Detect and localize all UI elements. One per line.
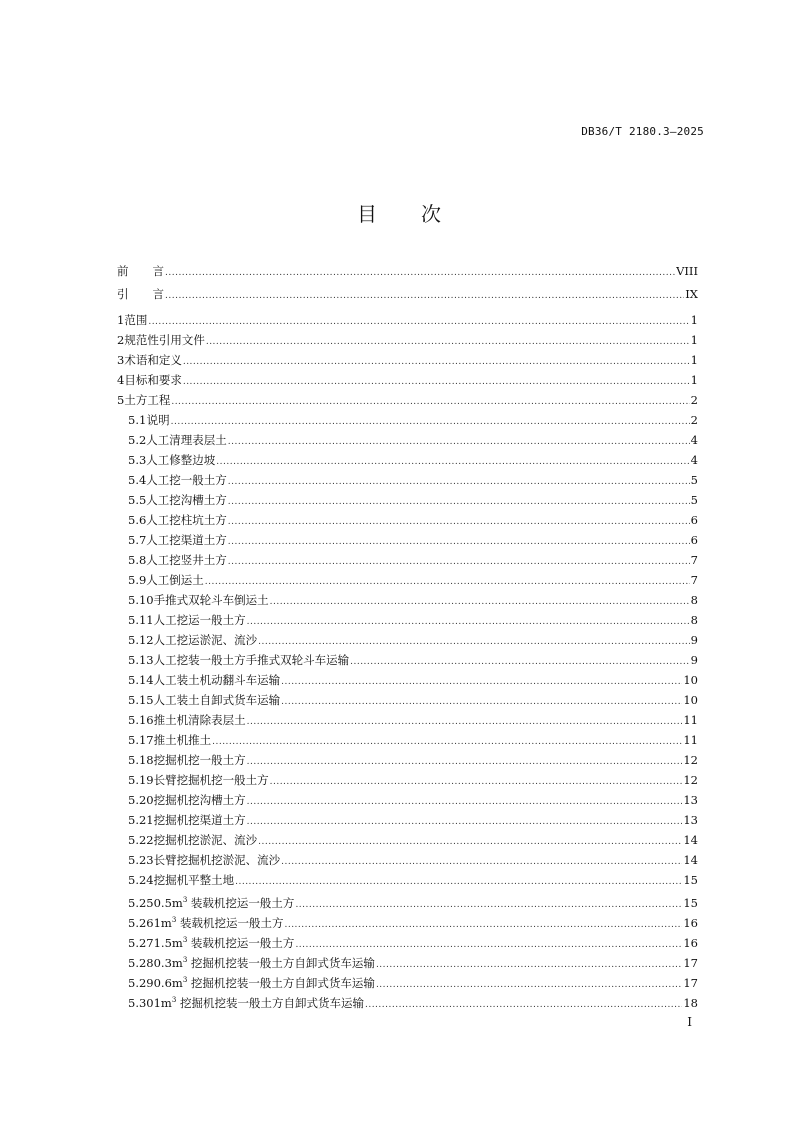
leader-dots [171, 392, 689, 412]
leader-dots [281, 692, 682, 712]
toc-entry-foreword[interactable] [117, 260, 698, 283]
toc-entry-text: 长臂挖掘机挖淤泥、流沙 [153, 853, 281, 867]
leader-dots [258, 832, 682, 852]
leader-dots [165, 262, 675, 285]
toc-entry-page: 6 [690, 533, 698, 547]
toc-entry-page: 8 [690, 613, 698, 627]
toc-entry[interactable] [117, 350, 698, 370]
leader-dots [228, 512, 690, 532]
toc-entry-page: 5 [690, 473, 698, 487]
toc-entry-number: 5.28 [128, 955, 154, 970]
leader-dots [183, 372, 690, 392]
toc-entry-number: 5.24 [128, 873, 154, 887]
leader-dots [284, 915, 682, 935]
toc-entry-label [154, 870, 235, 890]
toc-entry[interactable] [117, 470, 698, 490]
leader-dots [247, 812, 683, 832]
toc-entry-number: 5.11 [128, 613, 154, 627]
toc-entry-number: 5.9 [128, 573, 147, 587]
toc-entry-text: 人工挖沟槽土方 [146, 493, 227, 507]
toc-entry[interactable] [117, 650, 698, 670]
leader-dots [206, 332, 690, 352]
toc-entry-number: 5.17 [128, 733, 154, 747]
toc-entry-page: 7 [690, 573, 698, 587]
toc-entry-page: 1 [690, 353, 698, 367]
toc-entry-text: 挖掘机挖装一般土方自卸式货车运输 [187, 975, 375, 990]
toc-entry-number: 4 [117, 373, 125, 387]
toc-entry-quantity: 0.3m [153, 955, 183, 970]
toc-entry-text: 挖掘机挖装一般土方自卸式货车运输 [176, 995, 364, 1010]
toc-entry-label [154, 770, 269, 790]
toc-entry-text: 挖掘机挖一般土方 [153, 753, 246, 767]
toc-entry-label [124, 370, 182, 390]
leader-dots [205, 572, 690, 592]
toc-entry-text: 人工挖一般土方 [146, 473, 227, 487]
toc-entry-text: 人工倒运土 [146, 573, 204, 587]
toc-entry-text: 装载机挖运一般土方 [187, 895, 295, 910]
leader-dots [365, 995, 682, 1015]
toc-entry[interactable] [117, 490, 698, 510]
toc-entry-label [154, 990, 364, 1013]
standard-number: DB36/T 2180.3—2025 [581, 125, 704, 138]
toc-entry-page: 4 [690, 433, 698, 447]
toc-entry-label [154, 590, 269, 610]
toc-entry-label [146, 570, 204, 590]
toc-entry-label [146, 510, 227, 530]
leader-dots [247, 612, 690, 632]
leader-dots [216, 452, 689, 472]
toc-entry-superscript: 3 [182, 936, 188, 944]
toc-entry-label [154, 730, 212, 750]
title-char-1: 目 [357, 202, 379, 226]
toc-entry-label [146, 450, 215, 470]
toc-entry-text: 人工挖运淤泥、流沙 [153, 633, 258, 647]
toc-entry[interactable] [117, 550, 698, 570]
toc-entry-quantity: 0.6m [153, 975, 183, 990]
toc-entry-page: 15 [683, 895, 698, 910]
toc-entry-text: 挖掘机挖沟槽土方 [153, 793, 246, 807]
toc-entry-page: 14 [683, 853, 698, 867]
toc-entry-number: 5.4 [128, 473, 147, 487]
toc-entry-text: 人工挖柱坑土方 [146, 513, 227, 527]
toc-entry[interactable] [117, 670, 698, 690]
toc-entry[interactable] [117, 630, 698, 650]
toc-entry-quantity: 1m [153, 915, 172, 930]
toc-entry[interactable] [117, 810, 698, 830]
toc-entry-number: 5.26 [128, 915, 154, 930]
toc-entry-label [154, 690, 281, 710]
toc-entry-page: 4 [690, 453, 698, 467]
toc-entry[interactable] [117, 770, 698, 790]
toc-entry-text: 挖掘机平整土地 [153, 873, 235, 887]
toc-entry-label [147, 410, 170, 430]
toc-entry-label [154, 710, 246, 730]
toc-entry-text: 推土机清除表层土 [153, 713, 246, 727]
toc-entry-page: 14 [683, 833, 698, 847]
toc-entry-number: 5.29 [128, 975, 154, 990]
toc-entry-label [154, 670, 281, 690]
leader-dots [148, 312, 689, 332]
toc-entry[interactable] [117, 790, 698, 810]
toc-entry[interactable] [117, 890, 698, 910]
toc-entry-label [154, 790, 246, 810]
leader-dots [228, 532, 690, 552]
toc-entry-number: 5.21 [128, 813, 154, 827]
leader-dots [228, 432, 690, 452]
toc-entry[interactable] [117, 570, 698, 590]
toc-entry-label [154, 810, 246, 830]
toc-entry-number: 5.18 [128, 753, 154, 767]
toc-entry[interactable] [117, 610, 698, 630]
toc-entry-page: 2 [690, 413, 698, 427]
toc-entry-number: 5 [117, 393, 125, 407]
toc-entry-page: 16 [683, 935, 698, 950]
toc-entry-superscript: 3 [171, 916, 177, 924]
toc-entry-number: 5.12 [128, 633, 154, 647]
toc-entry-page: 13 [683, 793, 698, 807]
toc-entry-label [146, 490, 227, 510]
toc-entry-number: 3 [117, 353, 125, 367]
toc-entry-label [146, 430, 227, 450]
toc-entry-quantity: 1.5m [153, 935, 183, 950]
toc-list [117, 310, 698, 1010]
toc-entry-text: 术语和定义 [124, 353, 182, 367]
toc-entry[interactable] [117, 430, 698, 450]
toc-entry-number: 5.15 [128, 693, 154, 707]
leader-dots [376, 975, 682, 995]
leader-dots [247, 712, 683, 732]
toc-entry-page: 10 [683, 673, 698, 687]
toc-entry-page: 10 [683, 693, 698, 707]
toc-entry-superscript: 3 [182, 976, 188, 984]
toc-entry-label [154, 610, 246, 630]
page-number: I [687, 1015, 692, 1029]
leader-dots [228, 552, 690, 572]
toc-entry-text: 挖掘机挖淤泥、流沙 [153, 833, 258, 847]
toc-entry-page: 1 [690, 333, 698, 347]
toc-entry-number: 5.1 [128, 413, 147, 427]
toc-entry-page: 18 [683, 995, 698, 1010]
toc-entry-page: 6 [690, 513, 698, 527]
toc-entry[interactable] [117, 410, 698, 430]
toc-entry-page: 11 [683, 733, 698, 747]
toc-entry[interactable] [117, 330, 698, 350]
toc-entry-text: 人工装土机动翻斗车运输 [153, 673, 281, 687]
toc-entry-number: 5.27 [128, 935, 154, 950]
toc-entry-number: 5.8 [128, 553, 147, 567]
leader-dots [235, 872, 682, 892]
toc-entry-label [124, 310, 147, 330]
toc-entry-label [154, 630, 258, 650]
toc-entry-label: 前 言 [117, 264, 164, 278]
toc-entry[interactable] [117, 590, 698, 610]
toc-entry-number: 5.5 [128, 493, 147, 507]
toc-entry-label [154, 650, 350, 670]
toc-entry-label [124, 350, 182, 370]
table-of-contents [117, 260, 698, 1010]
toc-entry-page: 16 [683, 915, 698, 930]
leader-dots [350, 652, 690, 672]
toc-entry-page: 17 [683, 955, 698, 970]
toc-entry-label [154, 830, 258, 850]
toc-entry-label [124, 390, 170, 410]
toc-entry-page: 17 [683, 975, 698, 990]
leader-dots [376, 955, 682, 975]
toc-entry-text: 人工清理表层土 [146, 433, 227, 447]
toc-entry-text: 土方工程 [124, 393, 171, 407]
toc-entry[interactable] [117, 710, 698, 730]
toc-entry-number: 5.19 [128, 773, 154, 787]
toc-entry[interactable] [117, 850, 698, 870]
leader-dots [281, 672, 682, 692]
toc-entry-page: 1 [690, 313, 698, 327]
title-char-2: 次 [421, 202, 443, 226]
toc-entry-number: 5.22 [128, 833, 154, 847]
toc-entry-page: 9 [690, 653, 698, 667]
toc-entry[interactable] [117, 870, 698, 890]
toc-entry-page: IX [685, 287, 698, 301]
leader-dots [281, 852, 682, 872]
toc-entry-page: 5 [690, 493, 698, 507]
page-title [0, 198, 800, 227]
leader-dots [270, 772, 683, 792]
toc-entry-number: 5.10 [128, 593, 154, 607]
toc-entry-quantity: 1m [153, 995, 172, 1010]
leader-dots [212, 732, 682, 752]
toc-entry-text: 人工挖竖井土方 [146, 553, 227, 567]
leader-dots [258, 632, 690, 652]
toc-entry[interactable] [117, 370, 698, 390]
toc-entry-text: 规范性引用文件 [124, 333, 205, 347]
toc-entry-superscript: 3 [182, 896, 188, 904]
toc-entry-text: 说明 [146, 413, 170, 427]
toc-entry[interactable] [117, 690, 698, 710]
toc-entry[interactable] [117, 830, 698, 850]
toc-entry-page: 9 [690, 633, 698, 647]
toc-entry-page: VIII [676, 264, 698, 278]
leader-dots [247, 752, 683, 772]
toc-entry-number: 5.25 [128, 895, 154, 910]
toc-entry-page: 2 [690, 393, 698, 407]
leader-dots [183, 352, 690, 372]
toc-entry-text: 人工修整边坡 [146, 453, 216, 467]
toc-entry-page: 15 [683, 873, 698, 887]
toc-entry-text: 目标和要求 [124, 373, 182, 387]
toc-entry[interactable] [117, 510, 698, 530]
toc-entry-page: 12 [683, 753, 698, 767]
toc-entry-number: 5.6 [128, 513, 147, 527]
toc-entry-text: 长臂挖掘机挖一般土方 [153, 773, 269, 787]
toc-entry-label [146, 470, 227, 490]
toc-entry-number: 5.13 [128, 653, 154, 667]
toc-entry-text: 装载机挖运一般土方 [187, 935, 295, 950]
toc-entry-page: 11 [683, 713, 698, 727]
leader-dots [228, 472, 690, 492]
toc-entry-quantity: 0.5m [153, 895, 183, 910]
toc-entry[interactable] [117, 730, 698, 750]
leader-dots [270, 592, 690, 612]
toc-entry-text: 装载机挖运一般土方 [176, 915, 284, 930]
toc-entry-page: 1 [690, 373, 698, 387]
toc-entry-text: 挖掘机挖装一般土方自卸式货车运输 [187, 955, 375, 970]
toc-entry-number: 5.14 [128, 673, 154, 687]
toc-entry-number: 5.2 [128, 433, 147, 447]
toc-entry-number: 2 [117, 333, 125, 347]
toc-entry-page: 13 [683, 813, 698, 827]
toc-entry[interactable] [117, 310, 698, 330]
toc-entry[interactable] [117, 390, 698, 410]
toc-entry-number: 5.16 [128, 713, 154, 727]
leader-dots [228, 492, 690, 512]
toc-entry-text: 人工挖运一般土方 [153, 613, 246, 627]
toc-entry-number: 5.7 [128, 533, 147, 547]
toc-entry-text: 推土机推土 [153, 733, 212, 747]
toc-entry-text: 手推式双轮斗车倒运土 [153, 593, 269, 607]
toc-entry-label [146, 530, 227, 550]
toc-entry-number: 1 [117, 313, 125, 327]
toc-entry-text: 范围 [124, 313, 148, 327]
toc-entry-number: 5.23 [128, 853, 154, 867]
toc-entry-page: 12 [683, 773, 698, 787]
toc-entry-text: 人工装土自卸式货车运输 [153, 693, 281, 707]
toc-entry-text: 人工挖渠道土方 [146, 533, 227, 547]
toc-entry-label: 引 言 [117, 287, 164, 301]
toc-entry-page: 7 [690, 553, 698, 567]
toc-entry-label [154, 750, 246, 770]
toc-entry-label [124, 330, 205, 350]
toc-entry[interactable] [117, 530, 698, 550]
toc-entry-text: 人工挖装一般土方手推式双轮斗车运输 [153, 653, 350, 667]
leader-dots [247, 792, 683, 812]
leader-dots [295, 895, 682, 915]
toc-entry-number: 5.30 [128, 995, 154, 1010]
toc-entry-introduction[interactable] [117, 283, 698, 306]
toc-entry-number: 5.3 [128, 453, 147, 467]
toc-entry[interactable] [117, 750, 698, 770]
leader-dots [165, 285, 684, 308]
toc-entry-text: 挖掘机挖渠道土方 [153, 813, 246, 827]
leader-dots [171, 412, 690, 432]
toc-entry-label [154, 850, 281, 870]
toc-entry-number: 5.20 [128, 793, 154, 807]
toc-entry-superscript: 3 [182, 956, 188, 964]
toc-entry-label [146, 550, 227, 570]
toc-entry-superscript: 3 [171, 996, 177, 1004]
toc-entry[interactable] [117, 450, 698, 470]
toc-entry-page: 8 [690, 593, 698, 607]
